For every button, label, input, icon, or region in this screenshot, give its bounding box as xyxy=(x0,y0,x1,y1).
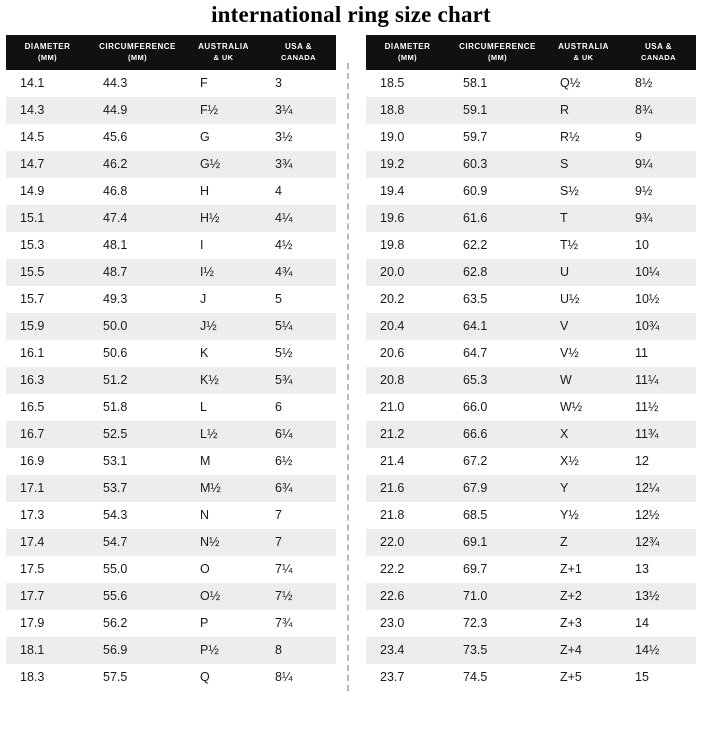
cell-australia-uk: G xyxy=(186,124,261,151)
table-row xyxy=(6,556,336,583)
cell-australia-uk: Q xyxy=(186,664,261,691)
cell-diameter: 14.9 xyxy=(6,178,89,205)
cell-diameter: 21.4 xyxy=(366,448,449,475)
cell-diameter: 22.2 xyxy=(366,556,449,583)
cell-australia-uk: X½ xyxy=(546,448,621,475)
cell-diameter: 18.8 xyxy=(366,97,449,124)
cell-australia-uk: U½ xyxy=(546,286,621,313)
cell-usa-canada: 12¾ xyxy=(621,529,696,556)
page-title: international ring size chart xyxy=(211,2,491,27)
cell-usa-canada: 5½ xyxy=(261,340,336,367)
cell-circumference: 49.3 xyxy=(89,286,186,313)
cell-australia-uk: F½ xyxy=(186,97,261,124)
table-row xyxy=(366,556,696,583)
cell-diameter: 21.2 xyxy=(366,421,449,448)
cell-circumference: 67.2 xyxy=(449,448,546,475)
cell-diameter: 18.5 xyxy=(366,70,449,97)
cell-usa-canada: 7 xyxy=(261,502,336,529)
cell-usa-canada: 11 xyxy=(621,340,696,367)
cell-diameter: 15.1 xyxy=(6,205,89,232)
cell-usa-canada: 13 xyxy=(621,556,696,583)
table-row xyxy=(366,151,696,178)
table-row xyxy=(366,286,696,313)
cell-australia-uk: Y xyxy=(546,475,621,502)
table-row xyxy=(6,529,336,556)
table-row xyxy=(366,448,696,475)
table-row xyxy=(6,448,336,475)
cell-usa-canada: 3½ xyxy=(261,124,336,151)
cell-australia-uk: U xyxy=(546,259,621,286)
table-row xyxy=(366,529,696,556)
cell-diameter: 15.3 xyxy=(6,232,89,259)
table-row xyxy=(366,259,696,286)
table-row xyxy=(366,367,696,394)
cell-australia-uk: Z+5 xyxy=(546,664,621,691)
table-row xyxy=(6,610,336,637)
table-row xyxy=(6,583,336,610)
cell-australia-uk: I xyxy=(186,232,261,259)
cell-circumference: 71.0 xyxy=(449,583,546,610)
cell-diameter: 14.1 xyxy=(6,70,89,97)
cell-diameter: 21.6 xyxy=(366,475,449,502)
cell-usa-canada: 6¼ xyxy=(261,421,336,448)
cell-diameter: 18.3 xyxy=(6,664,89,691)
cell-usa-canada: 6¾ xyxy=(261,475,336,502)
table-row xyxy=(6,286,336,313)
table-row xyxy=(6,259,336,286)
cell-diameter: 17.9 xyxy=(6,610,89,637)
right-table-header xyxy=(366,35,696,70)
cell-circumference: 60.9 xyxy=(449,178,546,205)
cell-australia-uk: Z xyxy=(546,529,621,556)
column-header-line2: CANADA xyxy=(641,52,676,62)
cell-australia-uk: M xyxy=(186,448,261,475)
cell-usa-canada: 5¼ xyxy=(261,313,336,340)
cell-diameter: 16.9 xyxy=(6,448,89,475)
cell-circumference: 56.9 xyxy=(89,637,186,664)
column-header-usa-canada xyxy=(621,35,696,70)
cell-australia-uk: R xyxy=(546,97,621,124)
column-header-usa-canada xyxy=(261,35,336,70)
cell-usa-canada: 4¼ xyxy=(261,205,336,232)
cell-usa-canada: 11¾ xyxy=(621,421,696,448)
cell-circumference: 56.2 xyxy=(89,610,186,637)
table-row xyxy=(366,421,696,448)
cell-australia-uk: T xyxy=(546,205,621,232)
cell-australia-uk: T½ xyxy=(546,232,621,259)
cell-usa-canada: 3 xyxy=(261,70,336,97)
cell-usa-canada: 8 xyxy=(261,637,336,664)
cell-circumference: 60.3 xyxy=(449,151,546,178)
table-row xyxy=(366,340,696,367)
cell-diameter: 23.7 xyxy=(366,664,449,691)
cell-circumference: 57.5 xyxy=(89,664,186,691)
cell-circumference: 66.0 xyxy=(449,394,546,421)
cell-diameter: 21.8 xyxy=(366,502,449,529)
cell-diameter: 18.1 xyxy=(6,637,89,664)
cell-australia-uk: M½ xyxy=(186,475,261,502)
cell-diameter: 17.7 xyxy=(6,583,89,610)
table-row xyxy=(366,610,696,637)
left-table-body xyxy=(6,70,336,691)
cell-circumference: 46.2 xyxy=(89,151,186,178)
column-header-line2: (MM) xyxy=(127,52,148,62)
cell-usa-canada: 12 xyxy=(621,448,696,475)
cell-australia-uk: Z+3 xyxy=(546,610,621,637)
column-header-line2: CANADA xyxy=(281,52,316,62)
table-row xyxy=(6,70,336,97)
cell-diameter: 19.0 xyxy=(366,124,449,151)
cell-circumference: 74.5 xyxy=(449,664,546,691)
cell-circumference: 72.3 xyxy=(449,610,546,637)
cell-australia-uk: Y½ xyxy=(546,502,621,529)
cell-diameter: 17.3 xyxy=(6,502,89,529)
cell-usa-canada: 7¼ xyxy=(261,556,336,583)
cell-diameter: 15.7 xyxy=(6,286,89,313)
column-header-line2: & UK xyxy=(213,52,234,62)
cell-diameter: 17.4 xyxy=(6,529,89,556)
cell-usa-canada: 4½ xyxy=(261,232,336,259)
table-row xyxy=(6,313,336,340)
cell-circumference: 54.3 xyxy=(89,502,186,529)
table-row xyxy=(6,421,336,448)
cell-circumference: 64.1 xyxy=(449,313,546,340)
cell-australia-uk: O xyxy=(186,556,261,583)
cell-australia-uk: J½ xyxy=(186,313,261,340)
cell-australia-uk: Z+4 xyxy=(546,637,621,664)
cell-circumference: 62.8 xyxy=(449,259,546,286)
cell-australia-uk: H½ xyxy=(186,205,261,232)
cell-diameter: 22.0 xyxy=(366,529,449,556)
cell-circumference: 61.6 xyxy=(449,205,546,232)
right-table-body xyxy=(366,70,696,691)
table-row xyxy=(6,232,336,259)
cell-diameter: 20.2 xyxy=(366,286,449,313)
cell-circumference: 64.7 xyxy=(449,340,546,367)
cell-circumference: 44.9 xyxy=(89,97,186,124)
table-row xyxy=(366,502,696,529)
cell-circumference: 65.3 xyxy=(449,367,546,394)
cell-diameter: 19.2 xyxy=(366,151,449,178)
cell-diameter: 20.0 xyxy=(366,259,449,286)
cell-usa-canada: 10¾ xyxy=(621,313,696,340)
cell-usa-canada: 13½ xyxy=(621,583,696,610)
cell-usa-canada: 8¼ xyxy=(261,664,336,691)
cell-diameter: 14.5 xyxy=(6,124,89,151)
table-row xyxy=(366,178,696,205)
cell-circumference: 69.7 xyxy=(449,556,546,583)
cell-circumference: 55.6 xyxy=(89,583,186,610)
cell-usa-canada: 11¼ xyxy=(621,367,696,394)
cell-usa-canada: 9½ xyxy=(621,178,696,205)
cell-usa-canada: 14½ xyxy=(621,637,696,664)
cell-australia-uk: F xyxy=(186,70,261,97)
cell-circumference: 68.5 xyxy=(449,502,546,529)
table-row xyxy=(6,664,336,691)
table-row xyxy=(6,340,336,367)
cell-usa-canada: 7 xyxy=(261,529,336,556)
cell-usa-canada: 5¾ xyxy=(261,367,336,394)
column-header-australia-uk xyxy=(546,35,621,70)
column-header-line2: & UK xyxy=(573,52,594,62)
table-row xyxy=(366,394,696,421)
vertical-dashed-divider xyxy=(347,63,355,691)
cell-circumference: 52.5 xyxy=(89,421,186,448)
cell-australia-uk: S xyxy=(546,151,621,178)
ring-size-table-left xyxy=(6,35,336,691)
cell-usa-canada: 6½ xyxy=(261,448,336,475)
table-row xyxy=(366,475,696,502)
table-row xyxy=(6,475,336,502)
cell-usa-canada: 8½ xyxy=(621,70,696,97)
ring-size-table-right xyxy=(366,35,696,691)
cell-australia-uk: P xyxy=(186,610,261,637)
table-row xyxy=(6,637,336,664)
tables-container xyxy=(0,35,702,691)
cell-usa-canada: 12¼ xyxy=(621,475,696,502)
cell-diameter: 19.8 xyxy=(366,232,449,259)
cell-usa-canada: 7¾ xyxy=(261,610,336,637)
cell-diameter: 17.5 xyxy=(6,556,89,583)
table-row xyxy=(6,151,336,178)
cell-usa-canada: 12½ xyxy=(621,502,696,529)
cell-diameter: 14.7 xyxy=(6,151,89,178)
column-header-line2: (MM) xyxy=(487,52,508,62)
table-row xyxy=(6,394,336,421)
cell-circumference: 47.4 xyxy=(89,205,186,232)
cell-australia-uk: Z+2 xyxy=(546,583,621,610)
cell-circumference: 69.1 xyxy=(449,529,546,556)
cell-australia-uk: J xyxy=(186,286,261,313)
cell-usa-canada: 11½ xyxy=(621,394,696,421)
cell-australia-uk: H xyxy=(186,178,261,205)
cell-usa-canada: 5 xyxy=(261,286,336,313)
column-header-line1: AUSTRALIA xyxy=(558,42,609,51)
cell-circumference: 53.7 xyxy=(89,475,186,502)
cell-usa-canada: 3¾ xyxy=(261,151,336,178)
cell-usa-canada: 14 xyxy=(621,610,696,637)
cell-australia-uk: X xyxy=(546,421,621,448)
cell-usa-canada: 9¾ xyxy=(621,205,696,232)
cell-australia-uk: L xyxy=(186,394,261,421)
cell-usa-canada: 3¼ xyxy=(261,97,336,124)
cell-circumference: 58.1 xyxy=(449,70,546,97)
table-row xyxy=(366,232,696,259)
cell-australia-uk: Q½ xyxy=(546,70,621,97)
cell-diameter: 16.7 xyxy=(6,421,89,448)
left-table-wrapper xyxy=(6,35,336,691)
cell-diameter: 15.5 xyxy=(6,259,89,286)
cell-usa-canada: 4 xyxy=(261,178,336,205)
cell-australia-uk: V½ xyxy=(546,340,621,367)
cell-circumference: 50.6 xyxy=(89,340,186,367)
cell-circumference: 73.5 xyxy=(449,637,546,664)
cell-australia-uk: S½ xyxy=(546,178,621,205)
cell-circumference: 54.7 xyxy=(89,529,186,556)
cell-australia-uk: N xyxy=(186,502,261,529)
column-header-line2: (MM) xyxy=(37,52,58,62)
cell-circumference: 67.9 xyxy=(449,475,546,502)
cell-circumference: 59.1 xyxy=(449,97,546,124)
cell-diameter: 23.0 xyxy=(366,610,449,637)
cell-australia-uk: P½ xyxy=(186,637,261,664)
table-row xyxy=(6,124,336,151)
cell-australia-uk: O½ xyxy=(186,583,261,610)
column-header-line1: DIAMETER xyxy=(24,42,71,51)
table-header-row xyxy=(6,35,336,70)
column-header-line1: CIRCUMFERENCE xyxy=(459,42,536,51)
cell-circumference: 51.2 xyxy=(89,367,186,394)
column-header-line1: USA & xyxy=(644,42,673,51)
right-table-wrapper xyxy=(366,35,696,691)
cell-diameter: 20.8 xyxy=(366,367,449,394)
cell-diameter: 17.1 xyxy=(6,475,89,502)
cell-usa-canada: 10¼ xyxy=(621,259,696,286)
cell-diameter: 19.4 xyxy=(366,178,449,205)
table-row xyxy=(6,367,336,394)
cell-diameter: 20.6 xyxy=(366,340,449,367)
column-header-circumference xyxy=(449,35,546,70)
cell-circumference: 51.8 xyxy=(89,394,186,421)
table-row xyxy=(366,205,696,232)
cell-circumference: 48.1 xyxy=(89,232,186,259)
cell-diameter: 16.3 xyxy=(6,367,89,394)
cell-australia-uk: R½ xyxy=(546,124,621,151)
table-row xyxy=(366,313,696,340)
cell-australia-uk: W xyxy=(546,367,621,394)
cell-diameter: 16.5 xyxy=(6,394,89,421)
cell-circumference: 50.0 xyxy=(89,313,186,340)
column-header-diameter xyxy=(366,35,449,70)
cell-usa-canada: 7½ xyxy=(261,583,336,610)
cell-usa-canada: 6 xyxy=(261,394,336,421)
cell-australia-uk: N½ xyxy=(186,529,261,556)
cell-usa-canada: 10½ xyxy=(621,286,696,313)
cell-diameter: 19.6 xyxy=(366,205,449,232)
cell-circumference: 44.3 xyxy=(89,70,186,97)
table-row xyxy=(366,583,696,610)
cell-diameter: 15.9 xyxy=(6,313,89,340)
cell-circumference: 62.2 xyxy=(449,232,546,259)
cell-circumference: 55.0 xyxy=(89,556,186,583)
cell-australia-uk: K½ xyxy=(186,367,261,394)
cell-circumference: 63.5 xyxy=(449,286,546,313)
cell-usa-canada: 4¾ xyxy=(261,259,336,286)
column-header-line2: (MM) xyxy=(397,52,418,62)
cell-diameter: 20.4 xyxy=(366,313,449,340)
table-row xyxy=(366,664,696,691)
cell-usa-canada: 10 xyxy=(621,232,696,259)
cell-circumference: 53.1 xyxy=(89,448,186,475)
cell-australia-uk: K xyxy=(186,340,261,367)
cell-usa-canada: 8¾ xyxy=(621,97,696,124)
cell-circumference: 48.7 xyxy=(89,259,186,286)
cell-circumference: 66.6 xyxy=(449,421,546,448)
table-row xyxy=(366,70,696,97)
cell-circumference: 46.8 xyxy=(89,178,186,205)
cell-australia-uk: W½ xyxy=(546,394,621,421)
table-row xyxy=(6,97,336,124)
cell-diameter: 16.1 xyxy=(6,340,89,367)
column-header-line1: DIAMETER xyxy=(384,42,431,51)
cell-diameter: 14.3 xyxy=(6,97,89,124)
table-row xyxy=(366,97,696,124)
table-row xyxy=(6,502,336,529)
cell-usa-canada: 9¼ xyxy=(621,151,696,178)
cell-australia-uk: I½ xyxy=(186,259,261,286)
table-row xyxy=(366,124,696,151)
cell-usa-canada: 15 xyxy=(621,664,696,691)
column-header-circumference xyxy=(89,35,186,70)
ring-size-chart-page xyxy=(0,2,702,749)
cell-circumference: 59.7 xyxy=(449,124,546,151)
column-header-diameter xyxy=(6,35,89,70)
cell-australia-uk: L½ xyxy=(186,421,261,448)
cell-diameter: 21.0 xyxy=(366,394,449,421)
column-header-line1: AUSTRALIA xyxy=(198,42,249,51)
table-header-row xyxy=(366,35,696,70)
table-row xyxy=(6,178,336,205)
cell-diameter: 23.4 xyxy=(366,637,449,664)
column-header-australia-uk xyxy=(186,35,261,70)
cell-australia-uk: Z+1 xyxy=(546,556,621,583)
cell-circumference: 45.6 xyxy=(89,124,186,151)
cell-australia-uk: G½ xyxy=(186,151,261,178)
table-row xyxy=(6,205,336,232)
left-table-header xyxy=(6,35,336,70)
cell-australia-uk: V xyxy=(546,313,621,340)
cell-usa-canada: 9 xyxy=(621,124,696,151)
column-header-line1: CIRCUMFERENCE xyxy=(99,42,176,51)
cell-diameter: 22.6 xyxy=(366,583,449,610)
table-row xyxy=(366,637,696,664)
column-header-line1: USA & xyxy=(284,42,313,51)
